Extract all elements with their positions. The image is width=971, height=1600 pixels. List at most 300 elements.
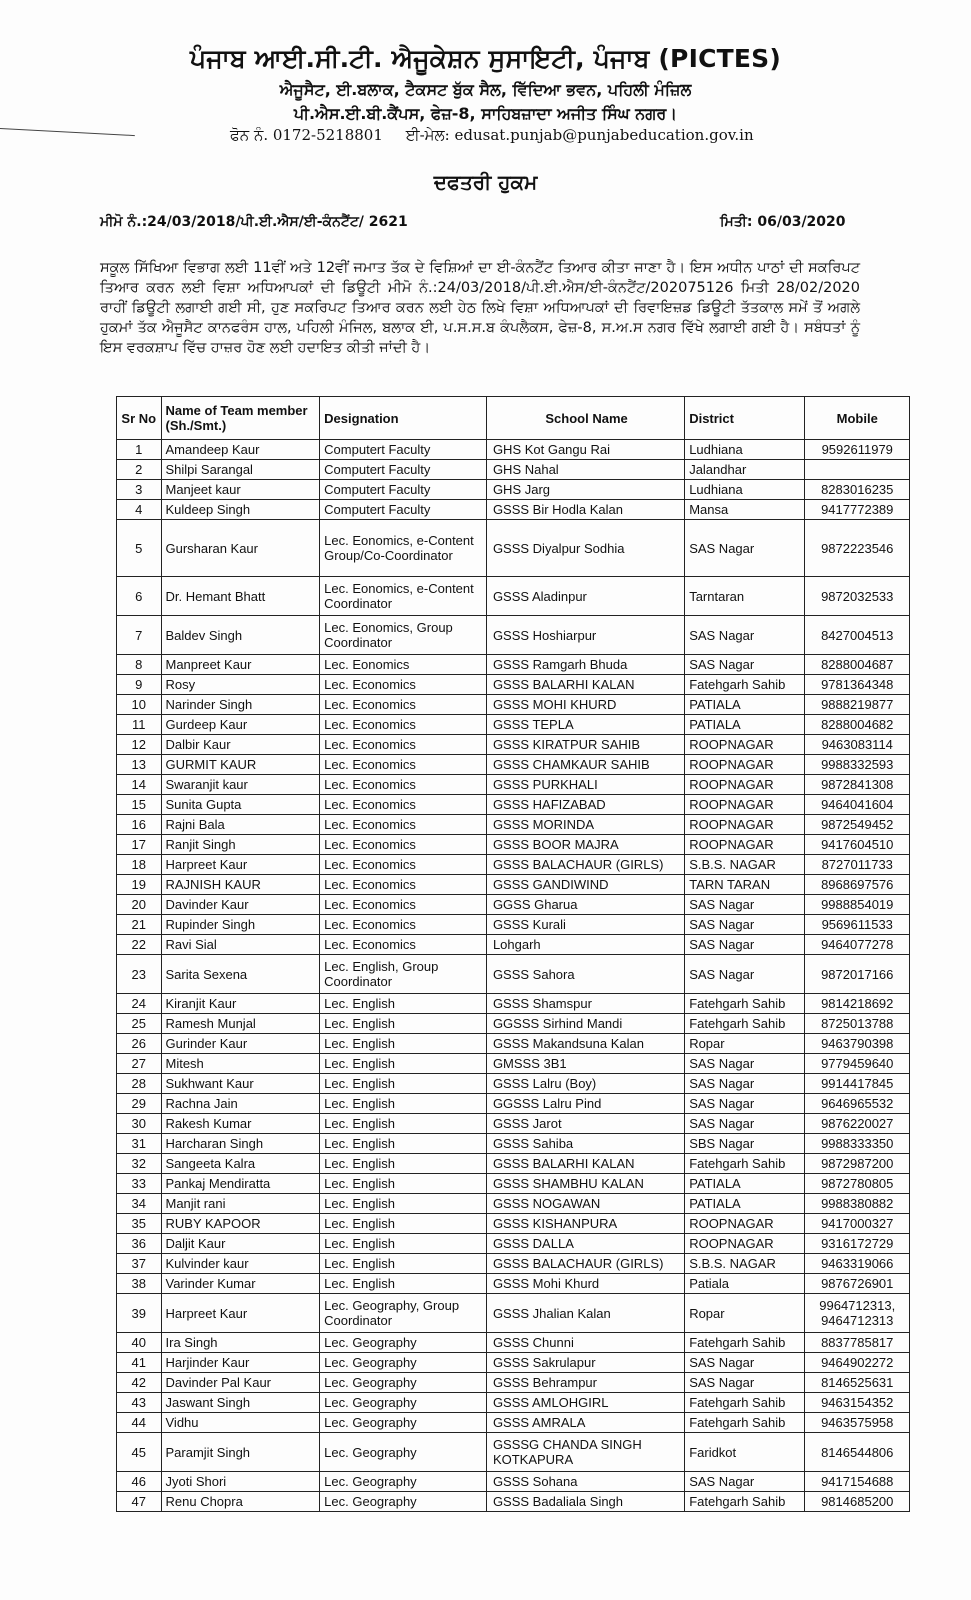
table-row [117, 1353, 910, 1373]
table-row [117, 1393, 910, 1413]
cell-name: Mitesh [161, 1054, 320, 1074]
cell-name: Baldev Singh [161, 616, 320, 655]
cell-district: PATIALA [685, 1194, 805, 1214]
cell-mobile: 8146544806 [805, 1433, 910, 1472]
cell-sr-no: 7 [117, 616, 162, 655]
cell-designation: Lec. English [320, 1254, 487, 1274]
cell-designation: Lec. Geography [320, 1373, 487, 1393]
table-row [117, 1373, 910, 1393]
cell-name: Narinder Singh [161, 695, 320, 715]
cell-name: Davinder Kaur [161, 895, 320, 915]
cell-designation: Lec. Economics [320, 835, 487, 855]
table-row [117, 1234, 910, 1254]
cell-school: GSSS MOHI KHURD [486, 695, 684, 715]
table-row [117, 460, 910, 480]
cell-designation: Lec. Geography, Group Coordinator [320, 1294, 487, 1333]
cell-district: ROOPNAGAR [685, 755, 805, 775]
cell-sr-no: 29 [117, 1094, 162, 1114]
memo-date: ਮਿਤੀ: 06/03/2020 [720, 214, 846, 230]
cell-mobile: 9914417845 [805, 1074, 910, 1094]
cell-sr-no: 5 [117, 520, 162, 577]
scan-pen-mark [0, 128, 135, 136]
cell-mobile: 9988380882 [805, 1194, 910, 1214]
table-row [117, 695, 910, 715]
cell-designation: Lec. English [320, 1114, 487, 1134]
cell-name: Varinder Kumar [161, 1274, 320, 1294]
cell-school: GSSS Sahora [486, 955, 684, 994]
cell-district: SAS Nagar [685, 1054, 805, 1074]
cell-mobile: 9417772389 [805, 500, 910, 520]
cell-mobile: 9464041604 [805, 795, 910, 815]
cell-school: GSSS Jarot [486, 1114, 684, 1134]
cell-designation: Lec. Economics [320, 935, 487, 955]
cell-school: GGSSS Sirhind Mandi [486, 1014, 684, 1034]
cell-designation: Lec. Geography [320, 1353, 487, 1373]
cell-mobile: 9988332593 [805, 755, 910, 775]
table-row [117, 735, 910, 755]
cell-mobile: 9463319066 [805, 1254, 910, 1274]
cell-district: SAS Nagar [685, 1472, 805, 1492]
cell-district: ROOPNAGAR [685, 1214, 805, 1234]
cell-sr-no: 34 [117, 1194, 162, 1214]
cell-designation: Lec. Eonomics, e-Content Coordinator [320, 577, 487, 616]
cell-designation: Lec. Eonomics, e-Content Group/Co-Coordinator [320, 520, 487, 577]
cell-mobile: 9463154352 [805, 1393, 910, 1413]
cell-name: Ira Singh [161, 1333, 320, 1353]
cell-sr-no: 39 [117, 1294, 162, 1333]
cell-sr-no: 13 [117, 755, 162, 775]
cell-school: GSSS GANDIWIND [486, 875, 684, 895]
cell-designation: Lec. English [320, 1054, 487, 1074]
table-row [117, 1492, 910, 1512]
cell-mobile: 9464902272 [805, 1353, 910, 1373]
cell-district: Jalandhar [685, 460, 805, 480]
cell-sr-no: 35 [117, 1214, 162, 1234]
cell-designation: Computert Faculty [320, 460, 487, 480]
table-row [117, 675, 910, 695]
cell-sr-no: 22 [117, 935, 162, 955]
table-row [117, 935, 910, 955]
cell-sr-no: 18 [117, 855, 162, 875]
cell-designation: Lec. Economics [320, 675, 487, 695]
header-name: Name of Team member (Sh./Smt.) [161, 397, 320, 440]
cell-name: GURMIT KAUR [161, 755, 320, 775]
cell-designation: Lec. Geography [320, 1413, 487, 1433]
table-row [117, 655, 910, 675]
address-line-1: ਐਜੂਸੈਟ, ਈ.ਬਲਾਕ, ਟੈਕਸਟ ਬੁੱਕ ਸੈਲ, ਵਿੱਦਿਆ ਭਵਨ, ਪਹਿਲੀ ਮੰਜ਼ਿਲ [279, 80, 692, 99]
cell-mobile: 9876726901 [805, 1274, 910, 1294]
cell-sr-no: 2 [117, 460, 162, 480]
cell-designation: Lec. Economics [320, 755, 487, 775]
cell-mobile: 9417154688 [805, 1472, 910, 1492]
cell-school: GGSS Gharua [486, 895, 684, 915]
cell-mobile: 9872223546 [805, 520, 910, 577]
table-row [117, 577, 910, 616]
cell-mobile: 9417000327 [805, 1214, 910, 1234]
cell-mobile: 9988854019 [805, 895, 910, 915]
cell-designation: Lec. English, Group Coordinator [320, 955, 487, 994]
cell-designation: Lec. Economics [320, 915, 487, 935]
cell-sr-no: 6 [117, 577, 162, 616]
cell-sr-no: 25 [117, 1014, 162, 1034]
cell-designation: Lec. English [320, 1074, 487, 1094]
cell-designation: Lec. English [320, 1234, 487, 1254]
cell-designation: Lec. English [320, 1154, 487, 1174]
cell-designation: Lec. Economics [320, 735, 487, 755]
cell-sr-no: 14 [117, 775, 162, 795]
cell-name: Ramesh Munjal [161, 1014, 320, 1034]
phone-number: ਫੋਨ ਨੰ. 0172-5218801 [230, 126, 383, 144]
cell-sr-no: 32 [117, 1154, 162, 1174]
table-row [117, 480, 910, 500]
cell-designation: Lec. Economics [320, 715, 487, 735]
cell-name: Gurdeep Kaur [161, 715, 320, 735]
cell-district: SAS Nagar [685, 1353, 805, 1373]
cell-school: GSSSG CHANDA SINGH KOTKAPURA [486, 1433, 684, 1472]
cell-mobile: 9872780805 [805, 1174, 910, 1194]
cell-name: RAJNISH KAUR [161, 875, 320, 895]
cell-name: Kuldeep Singh [161, 500, 320, 520]
cell-mobile: 8283016235 [805, 480, 910, 500]
cell-sr-no: 16 [117, 815, 162, 835]
cell-name: Dr. Hemant Bhatt [161, 577, 320, 616]
cell-designation: Lec. Geography [320, 1433, 487, 1472]
cell-school: GSSS Badaliala Singh [486, 1492, 684, 1512]
cell-mobile: 9779459640 [805, 1054, 910, 1074]
cell-district: Ropar [685, 1034, 805, 1054]
cell-designation: Lec. English [320, 1094, 487, 1114]
cell-name: Sangeeta Kalra [161, 1154, 320, 1174]
cell-district: Fatehgarh Sahib [685, 1154, 805, 1174]
contact-line [230, 126, 772, 144]
cell-district: PATIALA [685, 695, 805, 715]
cell-district: Ropar [685, 1294, 805, 1333]
cell-name: Swaranjit kaur [161, 775, 320, 795]
cell-school: GHS Kot Gangu Rai [486, 440, 684, 460]
cell-sr-no: 10 [117, 695, 162, 715]
cell-school: GSSS SHAMBHU KALAN [486, 1174, 684, 1194]
duty-table [116, 396, 910, 1512]
cell-mobile: 9463083114 [805, 735, 910, 755]
cell-school: GSSS AMLOHGIRL [486, 1393, 684, 1413]
cell-mobile: 8288004682 [805, 715, 910, 735]
cell-school: GSSS Jhalian Kalan [486, 1294, 684, 1333]
cell-sr-no: 26 [117, 1034, 162, 1054]
cell-sr-no: 12 [117, 735, 162, 755]
cell-name: Vidhu [161, 1413, 320, 1433]
cell-designation: Lec. English [320, 1214, 487, 1234]
cell-mobile: 9569611533 [805, 915, 910, 935]
cell-district: Tarntaran [685, 577, 805, 616]
cell-district: Fatehgarh Sahib [685, 994, 805, 1014]
cell-school: GSSS BALACHAUR (GIRLS) [486, 1254, 684, 1274]
header-designation: Designation [320, 397, 487, 440]
cell-school: GSSS NOGAWAN [486, 1194, 684, 1214]
cell-designation: Lec. Economics [320, 895, 487, 915]
cell-sr-no: 17 [117, 835, 162, 855]
cell-district: Fatehgarh Sahib [685, 1393, 805, 1413]
cell-school: GSSS Kurali [486, 915, 684, 935]
cell-district: Ludhiana [685, 480, 805, 500]
cell-district: SAS Nagar [685, 1114, 805, 1134]
cell-district: Ludhiana [685, 440, 805, 460]
cell-designation: Computert Faculty [320, 440, 487, 460]
cell-school: GSSS Mohi Khurd [486, 1274, 684, 1294]
table-row [117, 1154, 910, 1174]
cell-district: S.B.S. NAGAR [685, 855, 805, 875]
table-row [117, 1014, 910, 1034]
cell-sr-no: 43 [117, 1393, 162, 1413]
cell-designation: Lec. Economics [320, 815, 487, 835]
cell-school: GHS Jarg [486, 480, 684, 500]
cell-district: Patiala [685, 1274, 805, 1294]
cell-district: Fatehgarh Sahib [685, 1014, 805, 1034]
table-row [117, 835, 910, 855]
table-row [117, 1413, 910, 1433]
cell-district: SAS Nagar [685, 655, 805, 675]
cell-name: Dalbir Kaur [161, 735, 320, 755]
cell-school: GSSS DALLA [486, 1234, 684, 1254]
cell-sr-no: 31 [117, 1134, 162, 1154]
cell-name: Kulvinder kaur [161, 1254, 320, 1274]
cell-designation: Lec. English [320, 1134, 487, 1154]
cell-name: Manjit rani [161, 1194, 320, 1214]
cell-mobile: 9592611979 [805, 440, 910, 460]
cell-sr-no: 21 [117, 915, 162, 935]
cell-mobile: 9814685200 [805, 1492, 910, 1512]
table-row [117, 1094, 910, 1114]
email-address: ਈ-ਮੇਲ: edusat.punjab@punjabeducation.gov.in [405, 126, 754, 144]
cell-mobile: 8288004687 [805, 655, 910, 675]
cell-designation: Lec. English [320, 1194, 487, 1214]
table-header-row [117, 397, 910, 440]
cell-sr-no: 30 [117, 1114, 162, 1134]
cell-school: GSSS Hoshiarpur [486, 616, 684, 655]
table-row [117, 875, 910, 895]
header-mobile: Mobile [805, 397, 910, 440]
cell-mobile: 9463790398 [805, 1034, 910, 1054]
cell-name: Harcharan Singh [161, 1134, 320, 1154]
cell-school: GSSS MORINDA [486, 815, 684, 835]
cell-name: Paramjit Singh [161, 1433, 320, 1472]
cell-district: SAS Nagar [685, 1074, 805, 1094]
cell-name: Daljit Kaur [161, 1234, 320, 1254]
cell-name: Manjeet kaur [161, 480, 320, 500]
table-row [117, 440, 910, 460]
cell-school: GSSS Sakrulapur [486, 1353, 684, 1373]
cell-name: Rupinder Singh [161, 915, 320, 935]
cell-sr-no: 28 [117, 1074, 162, 1094]
cell-district: Mansa [685, 500, 805, 520]
cell-sr-no: 36 [117, 1234, 162, 1254]
table-row [117, 715, 910, 735]
cell-district: SAS Nagar [685, 1094, 805, 1114]
cell-school: GSSS Chunni [486, 1333, 684, 1353]
cell-designation: Lec. English [320, 1014, 487, 1034]
cell-district: ROOPNAGAR [685, 775, 805, 795]
cell-name: Harjinder Kaur [161, 1353, 320, 1373]
cell-name: Manpreet Kaur [161, 655, 320, 675]
cell-district: SBS Nagar [685, 1134, 805, 1154]
cell-school: GSSS Makandsuna Kalan [486, 1034, 684, 1054]
cell-school: GSSS CHAMKAUR SAHIB [486, 755, 684, 775]
cell-district: Fatehgarh Sahib [685, 1492, 805, 1512]
table-row [117, 915, 910, 935]
cell-designation: Lec. Economics [320, 695, 487, 715]
cell-sr-no: 11 [117, 715, 162, 735]
table-row [117, 755, 910, 775]
table-row [117, 1274, 910, 1294]
table-row [117, 1214, 910, 1234]
cell-school: GSSS BALACHAUR (GIRLS) [486, 855, 684, 875]
cell-designation: Lec. Geography [320, 1333, 487, 1353]
cell-district: SAS Nagar [685, 616, 805, 655]
cell-designation: Lec. Eonomics, Group Coordinator [320, 616, 487, 655]
cell-name: Renu Chopra [161, 1492, 320, 1512]
cell-sr-no: 19 [117, 875, 162, 895]
table-row [117, 1174, 910, 1194]
cell-mobile: 9417604510 [805, 835, 910, 855]
table-body [117, 440, 910, 1512]
cell-mobile: 8146525631 [805, 1373, 910, 1393]
cell-mobile [805, 460, 910, 480]
cell-mobile: 9872017166 [805, 955, 910, 994]
table-row [117, 1333, 910, 1353]
cell-designation: Lec. Eonomics [320, 655, 487, 675]
table-row [117, 815, 910, 835]
cell-designation: Lec. Economics [320, 795, 487, 815]
cell-mobile: 9872841308 [805, 775, 910, 795]
cell-school: GSSS BOOR MAJRA [486, 835, 684, 855]
table-row [117, 1254, 910, 1274]
cell-school: GSSS Diyalpur Sodhia [486, 520, 684, 577]
cell-designation: Computert Faculty [320, 500, 487, 520]
cell-school: GGSSS Lalru Pind [486, 1094, 684, 1114]
cell-school: GSSS BALARHI KALAN [486, 675, 684, 695]
cell-name: Ranjit Singh [161, 835, 320, 855]
cell-district: SAS Nagar [685, 935, 805, 955]
cell-sr-no: 44 [117, 1413, 162, 1433]
cell-sr-no: 4 [117, 500, 162, 520]
table-row [117, 1433, 910, 1472]
cell-district: Faridkot [685, 1433, 805, 1472]
cell-mobile: 8968697576 [805, 875, 910, 895]
cell-school: GSSS KISHANPURA [486, 1214, 684, 1234]
cell-school: GSSS BALARHI KALAN [486, 1154, 684, 1174]
cell-sr-no: 41 [117, 1353, 162, 1373]
cell-sr-no: 15 [117, 795, 162, 815]
table-row [117, 616, 910, 655]
cell-school: GSSS Bir Hodla Kalan [486, 500, 684, 520]
org-title: ਪੰਜਾਬ ਆਈ.ਸੀ.ਟੀ. ਐਜੂਕੇਸ਼ਨ ਸੁਸਾਇਟੀ, ਪੰਜਾਬ (PICTES) [190, 44, 781, 73]
table-row [117, 855, 910, 875]
address-line-2: ਪੀ.ਐਸ.ਈ.ਬੀ.ਕੈਂਪਸ, ਫੇਜ਼-8, ਸਾਹਿਬਜ਼ਾਦਾ ਅਜੀਤ ਸਿੰਘ ਨਗਰ। [293, 104, 678, 123]
cell-designation: Lec. Geography [320, 1492, 487, 1512]
cell-name: Harpreet Kaur [161, 855, 320, 875]
cell-name: Rajni Bala [161, 815, 320, 835]
table-row [117, 1074, 910, 1094]
cell-designation: Computert Faculty [320, 480, 487, 500]
cell-school: GMSSS 3B1 [486, 1054, 684, 1074]
cell-name: Kiranjit Kaur [161, 994, 320, 1014]
cell-district: SAS Nagar [685, 520, 805, 577]
cell-school: GSSS PURKHALI [486, 775, 684, 795]
cell-school: GSSS Sohana [486, 1472, 684, 1492]
cell-school: GSSS HAFIZABAD [486, 795, 684, 815]
cell-mobile: 8727011733 [805, 855, 910, 875]
cell-mobile: 9988333350 [805, 1134, 910, 1154]
cell-district: SAS Nagar [685, 1373, 805, 1393]
cell-name: Jaswant Singh [161, 1393, 320, 1413]
table-row [117, 1194, 910, 1214]
cell-sr-no: 33 [117, 1174, 162, 1194]
cell-name: Jyoti Shori [161, 1472, 320, 1492]
cell-district: PATIALA [685, 715, 805, 735]
table-row [117, 994, 910, 1014]
cell-designation: Lec. English [320, 1034, 487, 1054]
cell-school: GSSS Ramgarh Bhuda [486, 655, 684, 675]
table-row [117, 795, 910, 815]
cell-name: Shilpi Sarangal [161, 460, 320, 480]
cell-mobile: 9888219877 [805, 695, 910, 715]
cell-sr-no: 24 [117, 994, 162, 1014]
memo-number: ਮੀਮੋ ਨੰ.:24/03/2018/ਪੀ.ਈ.ਐਸ/ਈ-ਕੰਨਟੈਂਟ/ 2621 [100, 214, 408, 230]
cell-sr-no: 27 [117, 1054, 162, 1074]
cell-district: PATIALA [685, 1174, 805, 1194]
cell-designation: Lec. English [320, 1274, 487, 1294]
cell-district: ROOPNAGAR [685, 1234, 805, 1254]
cell-name: Pankaj Mendiratta [161, 1174, 320, 1194]
cell-name: Amandeep Kaur [161, 440, 320, 460]
cell-designation: Lec. Economics [320, 855, 487, 875]
cell-mobile: 9463575958 [805, 1413, 910, 1433]
cell-mobile: 8725013788 [805, 1014, 910, 1034]
cell-name: RUBY KAPOOR [161, 1214, 320, 1234]
cell-mobile: 9781364348 [805, 675, 910, 695]
cell-mobile: 9872549452 [805, 815, 910, 835]
cell-school: GSSS Shamspur [486, 994, 684, 1014]
table-row [117, 1054, 910, 1074]
cell-sr-no: 47 [117, 1492, 162, 1512]
cell-mobile: 9464077278 [805, 935, 910, 955]
table-row [117, 955, 910, 994]
cell-school: GSSS Lalru (Boy) [486, 1074, 684, 1094]
cell-sr-no: 45 [117, 1433, 162, 1472]
cell-name: Rosy [161, 675, 320, 695]
cell-sr-no: 23 [117, 955, 162, 994]
cell-name: Gurinder Kaur [161, 1034, 320, 1054]
cell-district: ROOPNAGAR [685, 835, 805, 855]
cell-district: Fatehgarh Sahib [685, 675, 805, 695]
table-row [117, 775, 910, 795]
cell-sr-no: 40 [117, 1333, 162, 1353]
table-row [117, 1034, 910, 1054]
cell-district: Fatehgarh Sahib [685, 1333, 805, 1353]
cell-name: Rachna Jain [161, 1094, 320, 1114]
cell-sr-no: 37 [117, 1254, 162, 1274]
office-order-heading: ਦਫਤਰੀ ਹੁਕਮ [433, 170, 538, 194]
cell-designation: Lec. Geography [320, 1472, 487, 1492]
table-row [117, 895, 910, 915]
cell-sr-no: 9 [117, 675, 162, 695]
cell-district: ROOPNAGAR [685, 815, 805, 835]
header-sr-no: Sr No [117, 397, 162, 440]
cell-school: GSSS Behrampur [486, 1373, 684, 1393]
cell-school: GSSS AMRALA [486, 1413, 684, 1433]
cell-mobile: 9876220027 [805, 1114, 910, 1134]
table-row [117, 1472, 910, 1492]
table-row [117, 1134, 910, 1154]
